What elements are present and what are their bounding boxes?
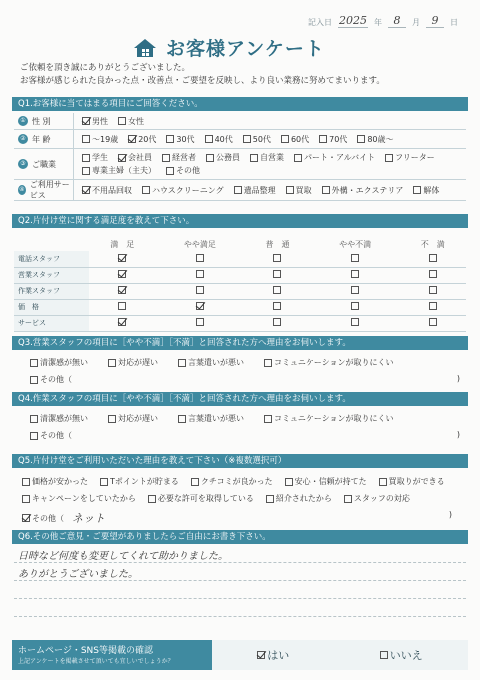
checkbox-icon[interactable] xyxy=(294,154,302,162)
q1-row-label xyxy=(14,113,74,129)
option-label: 60代 xyxy=(290,134,310,144)
q1-option[interactable] xyxy=(294,152,375,163)
option-label: 買取 xyxy=(295,185,312,195)
q1-option[interactable] xyxy=(162,152,196,163)
q5-other-option[interactable] xyxy=(22,510,105,526)
checkbox-icon[interactable] xyxy=(264,359,272,367)
option-label: 対応が遅い xyxy=(118,414,158,423)
close-paren: ) xyxy=(448,510,452,519)
checkbox-icon[interactable] xyxy=(250,154,258,162)
q1-option[interactable] xyxy=(234,185,276,196)
rating-cell[interactable] xyxy=(311,315,400,331)
q4-options xyxy=(30,413,460,447)
checkbox-icon[interactable] xyxy=(148,495,156,503)
q1-options xyxy=(74,134,466,145)
checkbox-icon[interactable] xyxy=(264,415,272,423)
checkbox-icon[interactable] xyxy=(118,117,126,125)
checkbox-icon[interactable] xyxy=(196,254,204,262)
checkbox-icon[interactable] xyxy=(196,318,204,326)
checkbox-icon[interactable] xyxy=(266,495,274,503)
rating-cell[interactable] xyxy=(399,299,466,315)
rating-cell[interactable] xyxy=(311,283,400,299)
rating-cell[interactable] xyxy=(156,283,245,299)
option-label: その他 xyxy=(176,166,200,175)
q1-header: Q1.お客様に当てはまる項目にご回答ください。 xyxy=(12,97,468,111)
number-badge: ① xyxy=(18,116,28,126)
consent-label-block xyxy=(12,640,212,670)
number-badge: ④ xyxy=(19,186,25,193)
q5-header: Q5.片付け堂をご利用いただいた理由を教えて下さい（※複数選択可） xyxy=(12,454,468,468)
table-row xyxy=(14,315,466,331)
option-label: 解体 xyxy=(423,185,440,195)
other-option[interactable] xyxy=(30,430,72,441)
rating-cell[interactable] xyxy=(244,251,311,267)
checkbox-checked-icon[interactable] xyxy=(128,135,136,143)
q5-option[interactable] xyxy=(100,476,179,487)
checkbox-icon[interactable] xyxy=(82,135,90,143)
checkbox-icon[interactable] xyxy=(322,186,330,194)
option-label: 男性 xyxy=(92,116,108,126)
rating-cell[interactable] xyxy=(311,267,400,283)
checkbox-checked-icon[interactable] xyxy=(118,154,126,162)
consent-no-label: いいえ xyxy=(389,649,423,662)
q1-option[interactable] xyxy=(142,185,224,196)
q1-options xyxy=(74,152,466,176)
reason-option[interactable] xyxy=(264,357,394,368)
rating-cell[interactable] xyxy=(156,315,245,331)
reason-line xyxy=(30,357,460,368)
checkbox-checked-icon[interactable] xyxy=(118,254,126,262)
comment-area[interactable] xyxy=(14,545,466,617)
day-value: 9 xyxy=(426,14,444,28)
checkbox-checked-icon[interactable] xyxy=(118,286,126,294)
rating-cell[interactable] xyxy=(89,283,156,299)
checkbox-icon[interactable] xyxy=(357,135,365,143)
column-header: 不 満 xyxy=(420,239,445,249)
rating-cell[interactable] xyxy=(399,251,466,267)
q1-option[interactable] xyxy=(118,152,152,163)
checkbox-icon[interactable] xyxy=(108,415,116,423)
option-label: キャンペーンをしていたから xyxy=(32,494,136,503)
q5-option[interactable] xyxy=(266,493,332,504)
option-label: 遺品整理 xyxy=(243,185,276,195)
q1-option[interactable] xyxy=(166,134,194,145)
other-option[interactable] xyxy=(30,374,72,385)
option-label: 言葉遣いが悪い xyxy=(188,358,244,367)
checkbox-icon[interactable] xyxy=(379,478,387,486)
q1-option[interactable] xyxy=(322,185,404,196)
checkbox-icon[interactable] xyxy=(281,135,289,143)
q1-option[interactable] xyxy=(385,152,435,163)
checkbox-checked-icon[interactable] xyxy=(82,117,90,125)
column-header: やや不満 xyxy=(339,239,372,249)
checkbox-icon[interactable] xyxy=(82,154,90,162)
checkbox-icon[interactable] xyxy=(273,270,281,278)
checkbox-icon[interactable] xyxy=(82,167,90,175)
q2-header: Q2.片付け堂に関する満足度を教えて下さい。 xyxy=(12,214,468,228)
option-label: その他（ xyxy=(40,431,72,440)
checkbox-icon[interactable] xyxy=(413,186,421,194)
reason-other-line xyxy=(30,430,460,441)
year-value: 2025 xyxy=(339,14,367,27)
q1-row-label xyxy=(14,130,74,148)
q1-options xyxy=(74,116,466,127)
row-label: 年 齢 xyxy=(32,134,51,144)
q5-line xyxy=(22,493,452,504)
checkbox-icon[interactable] xyxy=(234,186,242,194)
q1-option[interactable] xyxy=(82,134,118,145)
option-label: 経営者 xyxy=(172,153,196,162)
checkbox-icon[interactable] xyxy=(205,135,213,143)
q5-line xyxy=(22,476,452,487)
rating-cell[interactable] xyxy=(311,299,400,315)
checkbox-icon[interactable] xyxy=(30,415,38,423)
date-label: 記入日 xyxy=(308,18,332,27)
intro-text xyxy=(20,62,460,88)
q5-other-line xyxy=(22,510,452,526)
option-label: その他（ xyxy=(32,513,64,523)
checkbox-icon[interactable] xyxy=(166,167,174,175)
option-label: 公務員 xyxy=(216,153,240,162)
q5-option[interactable] xyxy=(379,476,445,487)
q1-row xyxy=(14,180,466,201)
intro-line: ご依頼を頂き誠にありがとうございました。 xyxy=(20,63,191,73)
q5-option[interactable] xyxy=(148,493,254,504)
option-label: 外構・エクステリア xyxy=(331,185,404,195)
checkbox-icon[interactable] xyxy=(196,286,204,294)
q1-option[interactable] xyxy=(118,116,144,127)
consent-yes-label: はい xyxy=(267,649,290,662)
checkbox-checked-icon[interactable] xyxy=(257,651,265,659)
rating-cell[interactable] xyxy=(399,315,466,331)
option-label: 言葉遣いが悪い xyxy=(188,414,244,423)
q5-options xyxy=(22,476,452,532)
rating-cell[interactable] xyxy=(244,267,311,283)
consent-title: ホームページ・SNS等掲載の確認 xyxy=(18,646,153,656)
option-label: フリーター xyxy=(395,153,435,162)
checkbox-checked-icon[interactable] xyxy=(118,318,126,326)
row-label: ご利用サービス xyxy=(29,180,70,200)
q5-option[interactable] xyxy=(22,476,88,487)
reason-option[interactable] xyxy=(108,357,158,368)
satisfaction-table xyxy=(14,237,466,332)
checkbox-icon[interactable] xyxy=(319,135,327,143)
option-label: パート・アルバイト xyxy=(304,153,376,162)
house-logo-icon xyxy=(132,37,158,59)
option-label: 安心・信頼が持てた xyxy=(294,477,367,486)
q1-option[interactable] xyxy=(82,185,132,196)
q1-option[interactable] xyxy=(205,134,233,145)
row-label: 電話スタッフ xyxy=(14,251,89,267)
option-label: コミュニケーションが取りにくい xyxy=(274,414,394,423)
satisfaction-body xyxy=(14,251,466,331)
option-label: 価格が安かった xyxy=(32,477,88,486)
q5-option[interactable] xyxy=(285,476,367,487)
reason-option[interactable] xyxy=(108,413,158,424)
q1-row xyxy=(14,130,466,149)
rating-cell[interactable] xyxy=(311,251,400,267)
checkbox-icon[interactable] xyxy=(285,478,293,486)
option-label: その他（ xyxy=(40,375,72,384)
checkbox-icon[interactable] xyxy=(273,254,281,262)
checkbox-icon[interactable] xyxy=(429,302,437,310)
q1-option[interactable] xyxy=(206,152,240,163)
q1-option[interactable] xyxy=(243,134,271,145)
number-badge: ② xyxy=(18,134,28,144)
rating-cell[interactable] xyxy=(399,283,466,299)
q6-header: Q6.その他ご意見・ご要望がありましたらご自由にお書き下さい。 xyxy=(12,530,468,544)
q1-option[interactable] xyxy=(281,134,309,145)
checkbox-icon[interactable] xyxy=(273,318,281,326)
option-label: 紹介されたから xyxy=(275,494,332,503)
option-label: 女性 xyxy=(128,116,144,126)
checkbox-icon[interactable] xyxy=(191,478,199,486)
close-paren: ) xyxy=(456,430,460,439)
checkbox-checked-icon[interactable] xyxy=(82,186,90,194)
reason-option[interactable] xyxy=(30,413,88,424)
q1-option[interactable] xyxy=(286,185,312,196)
q3-header: Q3.営業スタッフの項目に［やや不満］［不満］と回答された方へ理由をお伺いします。 xyxy=(12,336,468,350)
checkbox-icon[interactable] xyxy=(429,286,437,294)
q4-header: Q4.作業スタッフの項目に［やや不満］［不満］と回答された方へ理由をお伺いします。 xyxy=(12,392,468,406)
consent-no[interactable] xyxy=(380,647,423,663)
rating-cell[interactable] xyxy=(244,315,311,331)
comment-line xyxy=(14,599,466,617)
table-row xyxy=(14,267,466,283)
rating-cell[interactable] xyxy=(89,267,156,283)
option-label: 専業主婦（主夫） xyxy=(92,166,156,175)
option-label: コミュニケーションが取りにくい xyxy=(274,358,394,367)
checkbox-icon[interactable] xyxy=(142,186,150,194)
checkbox-icon[interactable] xyxy=(22,478,30,486)
consent-note: 上記アンケートを掲載させて頂いても宜しいでしょうか？ xyxy=(18,658,174,665)
consent-yes[interactable] xyxy=(257,647,289,663)
checkbox-icon[interactable] xyxy=(30,359,38,367)
other-handwritten-value: ネット xyxy=(72,512,105,525)
q1-option[interactable] xyxy=(319,134,347,145)
q1-option[interactable] xyxy=(357,134,393,145)
option-label: 30代 xyxy=(176,134,195,144)
q1-option[interactable] xyxy=(413,185,439,196)
q1-option[interactable] xyxy=(128,134,156,145)
month-value: 8 xyxy=(388,14,406,28)
reason-option[interactable] xyxy=(178,413,244,424)
table-row xyxy=(14,299,466,315)
intro-line: お客様が感じられた良かった点・改善点・ご要望を反映し、より良い業務に努めてまいります。 xyxy=(20,76,385,86)
rating-cell[interactable] xyxy=(89,315,156,331)
checkbox-icon[interactable] xyxy=(118,302,126,310)
rating-cell[interactable] xyxy=(156,251,245,267)
rating-cell[interactable] xyxy=(244,299,311,315)
q5-option[interactable] xyxy=(191,476,273,487)
option-label: 40代 xyxy=(214,134,233,144)
reason-option[interactable] xyxy=(30,357,88,368)
option-label: 80歳～ xyxy=(367,134,394,144)
checkbox-icon[interactable] xyxy=(196,270,204,278)
checkbox-icon[interactable] xyxy=(273,286,281,294)
reason-option[interactable] xyxy=(264,413,394,424)
q1-option[interactable] xyxy=(250,152,284,163)
day-unit: 日 xyxy=(450,18,458,27)
option-label: 50代 xyxy=(252,134,271,144)
q1-option[interactable] xyxy=(82,152,108,163)
checkbox-icon[interactable] xyxy=(30,432,38,440)
rating-cell[interactable] xyxy=(89,299,156,315)
option-label: ～19歳 xyxy=(92,134,119,144)
q1-option[interactable] xyxy=(82,165,156,176)
checkbox-checked-icon[interactable] xyxy=(118,270,126,278)
q1-row-label xyxy=(14,149,74,179)
checkbox-icon[interactable] xyxy=(351,254,359,262)
comment-line: 日時など何度も変更してくれて助かりました。 xyxy=(14,545,466,563)
checkbox-icon[interactable] xyxy=(351,318,359,326)
rating-cell[interactable] xyxy=(89,251,156,267)
rating-cell[interactable] xyxy=(244,283,311,299)
title-block xyxy=(132,34,325,61)
option-label: スタッフの対応 xyxy=(353,494,410,503)
number-badge: ③ xyxy=(18,159,28,169)
reason-option[interactable] xyxy=(178,357,244,368)
row-label: 性 別 xyxy=(32,116,51,126)
checkbox-icon[interactable] xyxy=(273,302,281,310)
checkbox-icon[interactable] xyxy=(206,154,214,162)
checkbox-icon[interactable] xyxy=(243,135,251,143)
q1-option[interactable] xyxy=(82,116,108,127)
q1-row xyxy=(14,149,466,180)
option-label: 自営業 xyxy=(260,153,284,162)
option-label: 会社員 xyxy=(128,153,152,162)
table-row xyxy=(14,251,466,267)
checkbox-icon[interactable] xyxy=(178,359,186,367)
checkbox-icon[interactable] xyxy=(178,415,186,423)
year-unit: 年 xyxy=(374,18,382,27)
q1-options xyxy=(74,185,466,196)
row-label: 営業スタッフ xyxy=(14,267,89,283)
row-label: ご職業 xyxy=(32,159,56,169)
checkbox-icon[interactable] xyxy=(429,318,437,326)
checkbox-icon[interactable] xyxy=(380,651,388,659)
option-label: 必要な許可を取得している xyxy=(157,494,254,503)
option-label: 対応が遅い xyxy=(118,358,158,367)
reason-line xyxy=(30,413,460,424)
q1-row xyxy=(14,113,466,130)
rating-cell[interactable] xyxy=(399,267,466,283)
comment-line: ありがとうございました。 xyxy=(14,563,466,581)
checkbox-icon[interactable] xyxy=(162,154,170,162)
table-row xyxy=(14,283,466,299)
q1-row-label xyxy=(14,180,74,200)
checkbox-icon[interactable] xyxy=(344,495,352,503)
checkbox-icon[interactable] xyxy=(429,270,437,278)
checkbox-icon[interactable] xyxy=(385,154,393,162)
checkbox-icon[interactable] xyxy=(30,376,38,384)
blank-header xyxy=(14,237,89,251)
checkbox-icon[interactable] xyxy=(286,186,294,194)
checkbox-icon[interactable] xyxy=(22,495,30,503)
row-label: 作業スタッフ xyxy=(14,283,89,299)
option-label: Tポイントが貯まる xyxy=(110,477,179,486)
option-label: 不用品回収 xyxy=(92,185,132,195)
satisfaction-header-row xyxy=(14,237,466,251)
column-header: 普 通 xyxy=(265,239,290,249)
option-label: 清潔感が無い xyxy=(40,414,88,423)
q3-options xyxy=(30,357,460,391)
checkbox-checked-icon[interactable] xyxy=(196,302,204,310)
checkbox-icon[interactable] xyxy=(351,286,359,294)
checkbox-icon[interactable] xyxy=(100,478,108,486)
option-label: 20代 xyxy=(138,134,157,144)
month-unit: 月 xyxy=(412,18,420,27)
column-header: やや満足 xyxy=(183,239,216,249)
option-label: ハウスクリーニング xyxy=(152,185,224,195)
checkbox-checked-icon[interactable] xyxy=(22,514,30,522)
row-label: サービス xyxy=(14,315,89,331)
consent-options xyxy=(212,640,468,670)
row-label: 価 格 xyxy=(14,299,89,315)
page-title: お客様アンケート xyxy=(166,38,325,60)
reason-other-line xyxy=(30,374,460,385)
checkbox-icon[interactable] xyxy=(166,135,174,143)
option-label: 清潔感が無い xyxy=(40,358,88,367)
q5-option[interactable] xyxy=(22,493,136,504)
close-paren: ) xyxy=(456,374,460,383)
checkbox-icon[interactable] xyxy=(351,270,359,278)
comment-line xyxy=(14,581,466,599)
option-label: 買取りができる xyxy=(388,477,445,486)
q5-option[interactable] xyxy=(344,493,410,504)
column-header: 満 足 xyxy=(110,239,135,249)
option-label: 70代 xyxy=(329,134,348,144)
option-label: 学生 xyxy=(92,153,108,162)
date-field xyxy=(308,14,458,28)
checkbox-icon[interactable] xyxy=(429,254,437,262)
checkbox-icon[interactable] xyxy=(108,359,116,367)
publish-consent xyxy=(12,640,468,670)
rating-cell[interactable] xyxy=(156,299,245,315)
q1-option[interactable] xyxy=(166,165,200,176)
checkbox-icon[interactable] xyxy=(351,302,359,310)
rating-cell[interactable] xyxy=(156,267,245,283)
option-label: クチコミが良かった xyxy=(200,477,273,486)
